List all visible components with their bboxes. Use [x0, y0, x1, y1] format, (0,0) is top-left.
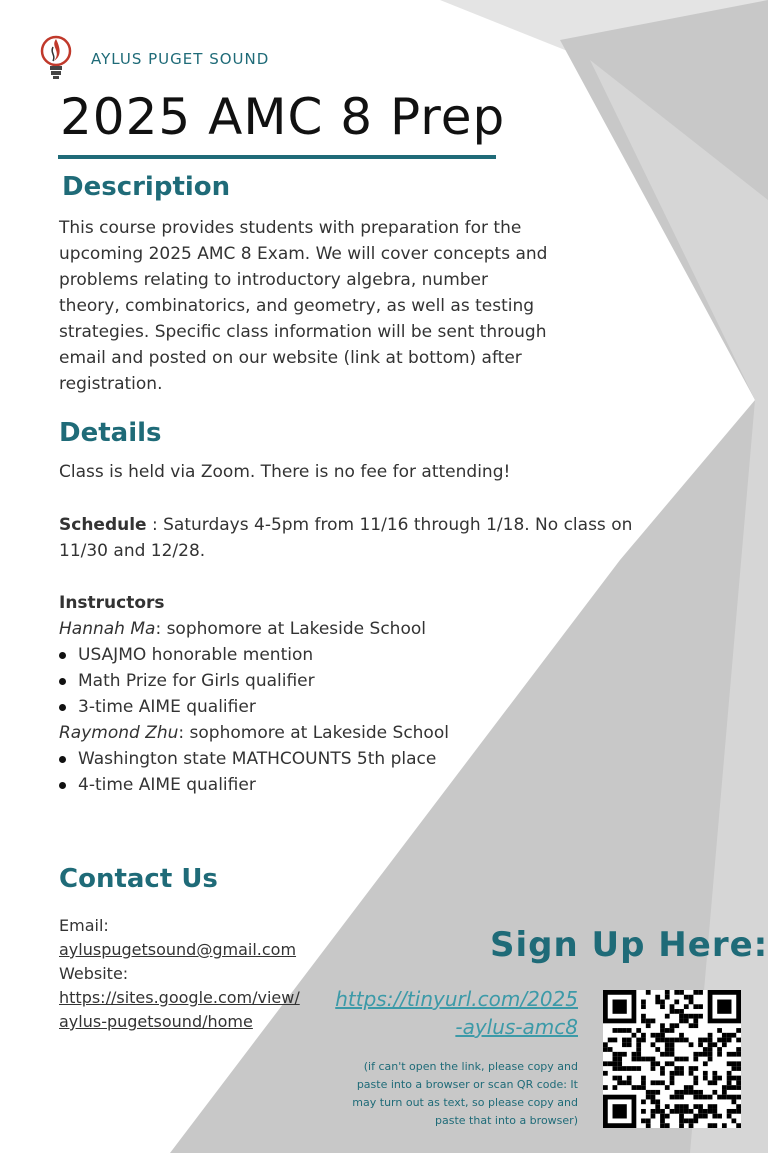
description-heading: Description [62, 172, 231, 202]
website-link-line2[interactable]: aylus-pugetsound/home [59, 1012, 253, 1031]
list-item: 4-time AIME qualifier [59, 772, 579, 798]
contact-block [59, 914, 339, 1034]
contact-heading: Contact Us [59, 864, 218, 894]
instructors [59, 590, 579, 798]
details-intro: Class is held via Zoom. There is no fee for attending! [59, 462, 511, 482]
details-heading: Details [59, 418, 162, 448]
list-item: USAJMO honorable mention [59, 642, 579, 668]
qr-code[interactable] [603, 990, 741, 1128]
list-item: 3-time AIME qualifier [59, 694, 579, 720]
qr-code-icon [603, 990, 741, 1128]
signup-heading: Sign Up Here: [490, 925, 768, 965]
description-text: This course provides students with preparation for the upcoming 2025 AMC 8 Exam. We will cover concepts and problems relating to introductory algebra, number theory, combinatorics, and geometry, as well as testing strategies. Specific class information will be sent through email and posted on our website (link at bottom) after registration. [59, 218, 548, 394]
lightbulb-flame-icon [38, 33, 74, 83]
logo [38, 33, 74, 83]
schedule-label: Schedule [59, 515, 147, 535]
signup-note: (if can't open the link, please copy and paste into a browser or scan QR code: It may turn out as text, so please copy and paste that into a browser) [352, 1060, 578, 1127]
list-item: Math Prize for Girls qualifier [59, 668, 579, 694]
instructor [59, 616, 579, 642]
email-link[interactable]: ayluspugetsound@gmail.com [59, 940, 297, 959]
instructors-label: Instructors [59, 593, 165, 613]
instructor-role: : sophomore at Lakeside School [178, 723, 449, 743]
email-label: Email: [59, 916, 109, 935]
instructor-name: Raymond Zhu [59, 723, 179, 743]
instructor-name: Hannah Ma [59, 619, 156, 639]
signup-link-line1[interactable]: https://tinyurl.com/2025 [335, 987, 578, 1011]
achievement-list [59, 642, 579, 720]
instructor [59, 720, 579, 746]
title-underline [58, 155, 496, 159]
signup-link[interactable] [330, 985, 578, 1041]
org-name: AYLUS PUGET SOUND [91, 50, 270, 68]
instructor-role: : sophomore at Lakeside School [155, 619, 426, 639]
schedule [59, 512, 659, 564]
website-label: Website: [59, 964, 129, 983]
signup-link-line2[interactable]: -aylus-amc8 [455, 1015, 578, 1039]
page-title: 2025 AMC 8 Prep [60, 88, 506, 146]
schedule-text: : Saturdays 4-5pm from 11/16 through 1/18. No class on 11/30 and 12/28. [59, 515, 633, 561]
list-item: Washington state MATHCOUNTS 5th place [59, 746, 579, 772]
achievement-list [59, 746, 579, 798]
website-link-line1[interactable]: https://sites.google.com/view/ [59, 988, 300, 1007]
